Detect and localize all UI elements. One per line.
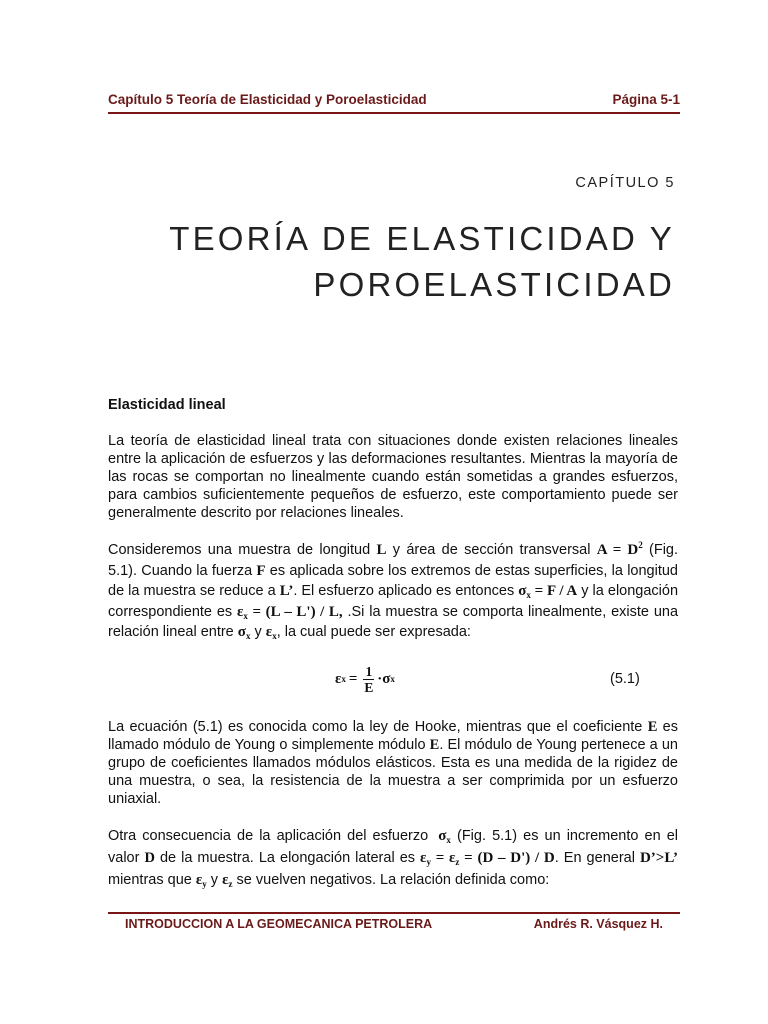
page-header — [108, 92, 680, 107]
chapter-title — [115, 216, 675, 308]
text-span: . El esfuerzo aplicado es entonces — [293, 583, 519, 599]
text-span: y la elongación correspondiente es — [108, 583, 679, 620]
text-span: se vuelven negativos. La relación definida como: — [232, 872, 550, 888]
footer-rule — [108, 912, 680, 914]
stress-formula — [518, 583, 577, 599]
sigma-symbol: σ — [438, 828, 447, 844]
subscript: y — [202, 879, 207, 889]
symbol-new-length: L’ — [279, 583, 294, 599]
fraction-denominator: E — [364, 679, 374, 695]
subscript: x — [245, 631, 251, 641]
area-formula — [597, 542, 643, 558]
multiply-dot: · — [377, 670, 383, 687]
epsilon-symbol: ε — [195, 872, 203, 888]
inline-sigma-x — [238, 624, 251, 640]
inline-epsilon-z — [222, 872, 232, 888]
text-span: .Si la muestra se comporta linealmente, existe una relación lineal entre — [108, 603, 679, 640]
symbol-diameter: D — [144, 850, 155, 866]
paragraph-hooke — [108, 718, 678, 808]
equation-rhs: σ — [382, 670, 391, 687]
sigma-symbol: σ — [237, 624, 246, 640]
fraction — [363, 664, 374, 695]
equals-sign: = — [348, 670, 358, 687]
header-chapter-title: Capítulo 5 Teoría de Elasticidad y Poroelasticidad — [108, 92, 427, 107]
lateral-strain-formula — [420, 850, 555, 866]
condition: D’>L’ — [639, 850, 678, 866]
epsilon-symbol: ε — [237, 603, 244, 620]
text-span: y — [206, 872, 223, 888]
inline-sigma-x — [438, 828, 451, 844]
strain-rhs: = (L – L') / L, — [247, 603, 343, 620]
subscript: z — [455, 857, 460, 867]
sigma-symbol: σ — [518, 583, 527, 599]
subscript: x — [526, 590, 531, 600]
subscript: x — [272, 631, 277, 641]
formula-part: = ε — [430, 850, 456, 866]
inline-epsilon-y — [196, 872, 207, 888]
text-span: es aplicada sobre los extremos de estas superficies, la longitud de la muestra se reduce a — [108, 562, 678, 599]
text-span: , la cual puede ser expresada: — [276, 624, 471, 640]
area-formula-base: A = D — [596, 542, 639, 558]
chapter-label: CAPÍTULO 5 — [575, 175, 675, 191]
subscript: y — [426, 857, 431, 867]
text-span: Otra consecuencia de la aplicación del esfuerzo — [108, 828, 435, 844]
strain-formula — [237, 604, 343, 620]
subscript: x — [243, 610, 248, 621]
equation-number: (5.1) — [610, 671, 640, 687]
text-span: . En general — [554, 850, 640, 866]
epsilon-symbol: ε — [265, 624, 273, 640]
symbol-modulus: E — [429, 737, 440, 753]
area-exponent: 2 — [638, 540, 643, 550]
footer-author: Andrés R. Vásquez H. — [533, 917, 663, 931]
text-span: de la muestra. La elongación lateral es — [154, 850, 421, 866]
stress-rhs: = F / A — [530, 583, 578, 599]
header-page-number: Página 5-1 — [612, 92, 680, 107]
hooke-equation: ε x = $\frac{1}{E}$ · σ x — [335, 663, 395, 695]
text-span: y área de sección transversal — [386, 542, 597, 558]
inline-epsilon-x — [266, 624, 277, 640]
text-span: y — [250, 624, 266, 640]
header-rule — [108, 112, 680, 114]
paragraph-intro: La teoría de elasticidad lineal trata con situaciones donde existen relaciones lineales entre la aplicación de esfuerzos y las deformaciones resultantes. Mientras la mayoría de las rocas se comportan no linealmente cuando están sometidas a grandes esfuerzos, para cambios suficientemente pequeños de esfuerzo, este comportamiento puede ser generalmente descrito por relaciones lineales. — [108, 433, 678, 521]
fraction-numerator: 1 — [365, 663, 373, 679]
paragraph-lateral — [108, 825, 678, 891]
chapter-title-line1: TEORÍA DE ELASTICIDAD Y — [169, 220, 675, 257]
symbol-force: F — [256, 562, 266, 579]
text-span: Consideremos una muestra de longitud — [108, 542, 377, 558]
footer-book-title: INTRODUCCION A LA GEOMECANICA PETROLERA — [125, 917, 433, 931]
chapter-title-line2: POROELASTICIDAD — [313, 266, 675, 303]
epsilon-symbol: ε — [222, 872, 229, 888]
paragraph-sample — [108, 540, 678, 643]
page-footer — [125, 917, 663, 931]
equation-lhs: ε — [335, 670, 342, 687]
text-span: (Fig. 5.1) es un incremento en el valor — [108, 828, 678, 866]
symbol-length: L — [376, 542, 387, 558]
text-span: es llamado módulo de Young o simplemente módulo — [108, 719, 679, 753]
text-span: La ecuación (5.1) es conocida como la ley de Hooke, mientras que el coeficiente — [108, 719, 648, 735]
text-span: mientras que — [108, 872, 196, 888]
text-span: (Fig. 5.1). Cuando la fuerza — [108, 542, 679, 579]
section-heading: Elasticidad lineal — [108, 397, 226, 413]
formula-part: = (D – D') / D — [459, 850, 555, 866]
text-span: . El módulo de Young pertenece a un grupo de coeficientes llamados módulos elásticos. Esta es una medida de la rigidez de una muestra, o sea, la resistencia de la muestra a ser comprimida por un esfuerzo uniaxial. — [108, 737, 678, 807]
subscript: z — [228, 879, 233, 889]
symbol-modulus: E — [647, 719, 658, 735]
epsilon-symbol: ε — [420, 850, 427, 866]
subscript: x — [446, 835, 451, 845]
